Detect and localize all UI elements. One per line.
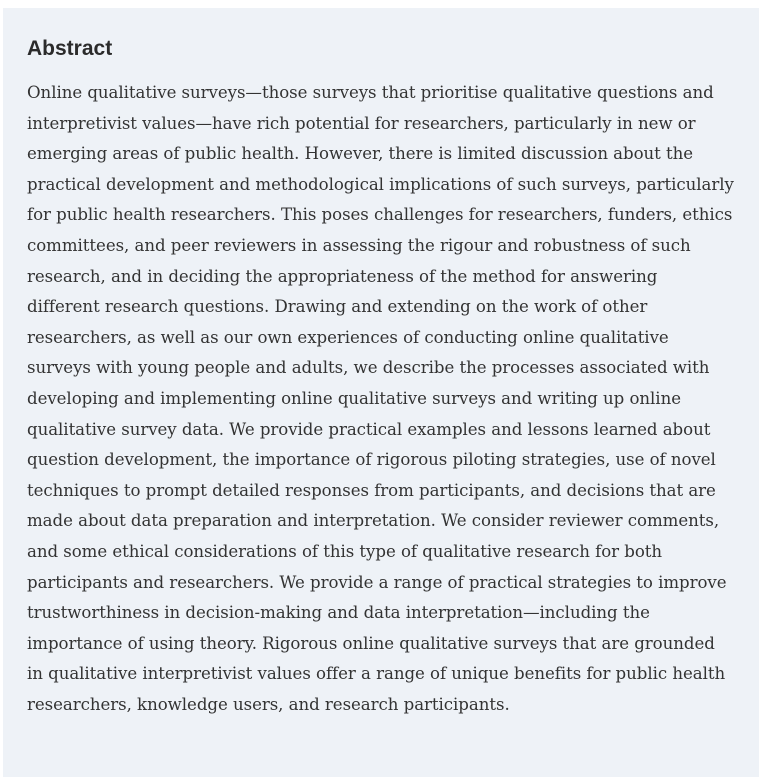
abstract-body: Online qualitative surveys—those surveys that prioritise qualitative questions and interpretivist values—have rich potential for researchers, particularly in new or emerging areas of public health. However, there is limited discussion about the practical development and methodological implications of such surveys, particularly for public health researchers. This poses challenges for researchers, funders, ethics committees, and peer reviewers in assessing the rigour and robustness of such research, and in deciding the appropriateness of the method for answering different research questions. Drawing and extending on the work of other researchers, as well as our own experiences of conducting online qualitative surveys with young people and adults, we describe the processes associated with developing and implementing online qualitative surveys and writing up online qualitative survey data. We provide practical examples and lessons learned about question development, the importance of rigorous piloting strategies, use of novel techniques to prompt detailed responses from participants, and decisions that are made about data preparation and interpretation. We consider reviewer comments, and some ethical considerations of this type of qualitative research for both participants and researchers. We provide a range of practical strategies to improve trustworthiness in decision-making and data interpretation—including the importance of using theory. Rigorous online qualitative surveys that are grounded in qualitative interpretivist values offer a range of unique benefits for public health researchers, knowledge users, and research participants.: [27, 83, 734, 714]
abstract-heading: Abstract: [27, 37, 113, 60]
abstract-section: [3, 8, 759, 777]
